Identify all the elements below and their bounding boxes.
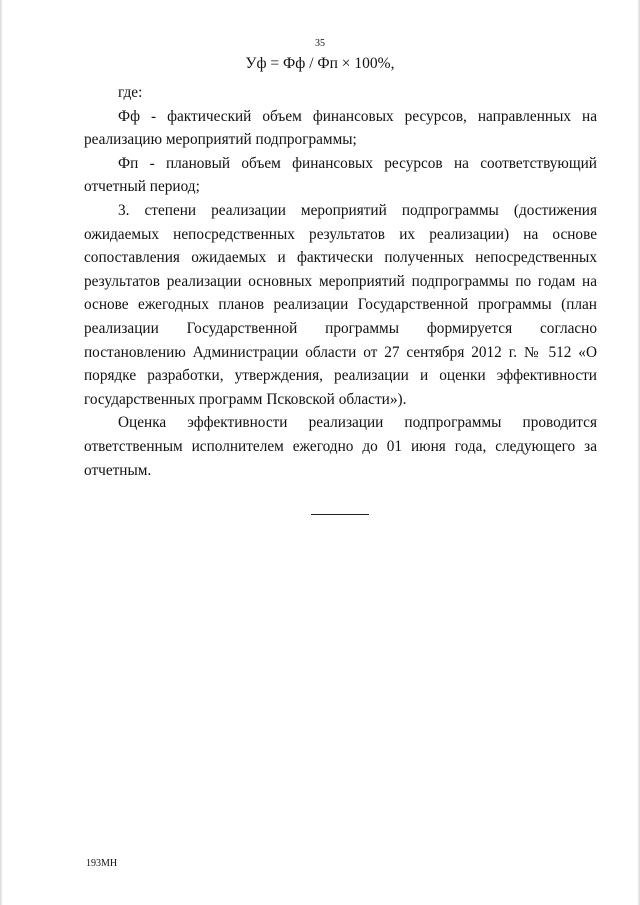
paragraph-ff-definition: Фф - фактический объем финансовых ресурсов, направленных на реализацию мероприятий подпрограммы; bbox=[84, 107, 597, 149]
paragraph-item-3: 3. степени реализации мероприятий подпрограммы (достижения ожидаемых непосредственных результатов их реализации) на основе сопоставления ожидаемых и фактически полученных непосредственных результатов реализации основных мероприятий подпрограммы по годам на основе ежегодных планов реализации Государственной программы (план реализации Государственной программы формируется согласно постановлению Администрации области от 27 сентября 2012 г. № 512 «О порядке разработки, утверждения, реализации и оценки эффективности государственных программ Псковской области»). bbox=[84, 201, 597, 408]
paragraph-fp-definition: Фп - плановый объем финансовых ресурсов на соответствующий отчетный период; bbox=[84, 154, 597, 196]
page-left-edge bbox=[0, 0, 3, 905]
footer-code: 193МН bbox=[86, 858, 118, 869]
body-text bbox=[84, 81, 597, 482]
formula: Уф = Фф / Фп × 100%, bbox=[245, 55, 395, 72]
page-number: 35 bbox=[315, 38, 325, 49]
paragraph-evaluation: Оценка эффективности реализации подпрограммы проводится ответственным исполнителем ежегодно до 01 июня года, следующего за отчетным. bbox=[84, 414, 597, 479]
separator-line bbox=[311, 514, 369, 515]
paragraph-where: где: bbox=[118, 84, 143, 101]
